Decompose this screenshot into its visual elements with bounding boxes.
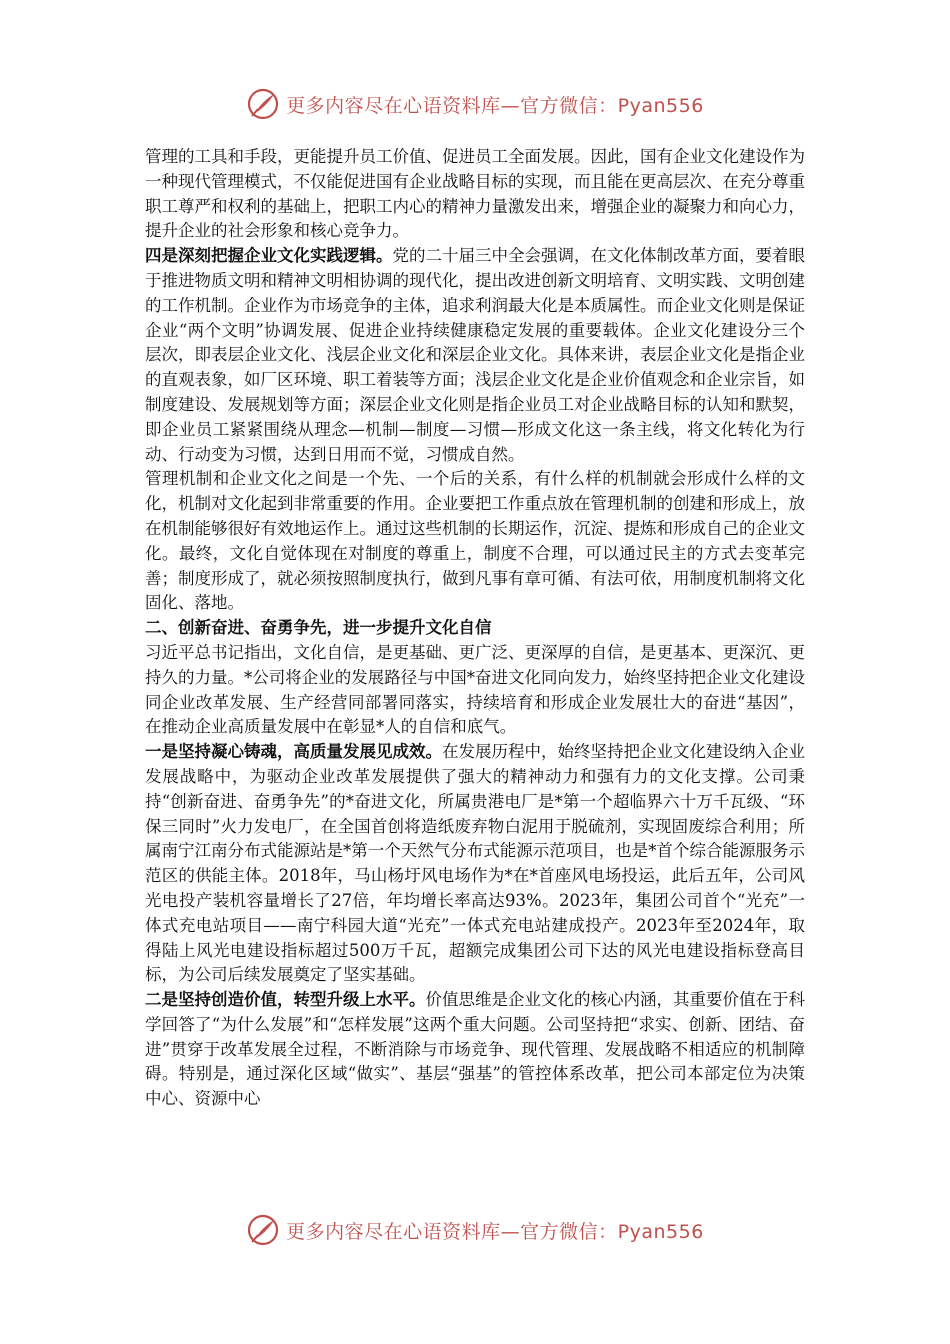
paragraph: 管理机制和企业文化之间是一个先、一个后的关系，有什么样的机制就会形成什么样的文化，机制对文化起到非常重要的作用。企业要把工作重点放在管理机制的创建和形成上，放在机制能够很好有效地运作上。通过这些机制的长期运作，沉淀、提炼和形成自己的企业文化。最终，文化自觉体现在对制度的尊重上，制度不合理，可以通过民主的方式去变革完善；制度形成了，就必须按照制度执行，做到凡事有章可循、有法可依，用制度机制将文化固化、落地。 <box>145 469 805 613</box>
quill-logo-icon <box>246 87 280 121</box>
paragraph-lead: 一是坚持凝心铸魂，高质量发展见成效。 <box>145 742 442 762</box>
paragraph-lead: 二是坚持创造价值，转型升级上水平。 <box>145 990 426 1010</box>
quill-logo-icon <box>246 1213 280 1247</box>
document-body <box>145 145 805 1112</box>
section-heading: 二、创新奋进、奋勇争先，进一步提升文化自信 <box>145 618 492 638</box>
watermark-text: 更多内容尽在心语资料库—官方微信：Pyan556 <box>286 1220 704 1243</box>
paragraph: 习近平总书记指出，文化自信，是更基础、更广泛、更深厚的自信，是更基本、更深沉、更持久的力量。*公司将企业的发展路径与中国*奋进文化同向发力，始终坚持把企业文化建设同企业改革发展、生产经营同部署同落实，持续培育和形成企业发展壮大的奋进“基因”，在推动企业高质量发展中在彰显*人的自信和底气。 <box>145 642 805 737</box>
watermark-text: 更多内容尽在心语资料库—官方微信：Pyan556 <box>286 94 704 117</box>
paragraph: 管理的工具和手段，更能提升员工价值、促进员工全面发展。因此，国有企业文化建设作为一种现代管理模式，不仅能促进国有企业战略目标的实现，而且能在更高层次、在充分尊重职工尊严和权利的基础上，把职工内心的精神力量激发出来，增强企业的凝聚力和向心力，提升企业的社会形象和核心竞争力。 <box>145 147 805 241</box>
paragraph-lead: 四是深刻把握企业文化实践逻辑。 <box>145 246 393 266</box>
paragraph: 四是深刻把握企业文化实践逻辑。党的二十届三中全会强调，在文化体制改革方面，要着眼于推进物质文明和精神文明相协调的现代化，提出改进创新文明培育、文明实践、文明创建的工作机制。企业作为市场竞争的主体，追求利润最大化是本质属性。而企业文化则是保证企业“两个文明”协调发展、促进企业持续健康稳定发展的重要载体。企业文化建设分三个层次，即表层企业文化、浅层企业文化和深层企业文化。具体来讲，表层企业文化是指企业的直观表象，如厂区环境、职工着装等方面；浅层企业文化是企业价值观念和企业宗旨，如制度建设、发展规划等方面；深层企业文化则是指企业员工对企业战略目标的认知和默契，即企业员工紧紧围绕从理念—机制—制度—习惯—形成文化这一条主线，将文化转化为行动、行动变为习惯，达到日用而不觉，习惯成自然。 <box>145 246 805 464</box>
paragraph: 二是坚持创造价值，转型升级上水平。价值思维是企业文化的核心内涵，其重要价值在于科学回答了“为什么发展”和“怎样发展”这两个重大问题。公司坚持把“求实、创新、团结、奋进”贯穿于改革发展全过程，不断消除与市场竞争、现代管理、发展战略不相适应的机制障碍。特别是，通过深化区域“做实”、基层“强基”的管控体系改革，把公司本部定位为决策中心、资源中心 <box>145 990 805 1109</box>
paragraph: 一是坚持凝心铸魂，高质量发展见成效。在发展历程中，始终坚持把企业文化建设纳入企业发展战略中，为驱动企业改革发展提供了强大的精神动力和强有力的文化支撑。公司秉持“创新奋进、奋勇争先”的*奋进文化，所属贵港电厂是*第一个超临界六十万千瓦级、“环保三同时”火力发电厂，在全国首创将造纸废弃物白泥用于脱硫剂，实现固废综合利用；所属南宁江南分布式能源站是*第一个天然气分布式能源示范项目，也是*首个综合能源服务示范区的供能主体。2018年，马山杨圩风电场作为*在*首座风电场投运，此后五年，公司风光电投产装机容量增长了27倍，年均增长率高达93%。2023年，集团公司首个“光充”一体式充电站项目——南宁科园大道“光充”一体式充电站建成投产。2023年至2024年，取得陆上风光电建设指标超过500万千瓦，超额完成集团公司下达的风光电建设指标登高目标，为公司后续发展奠定了坚实基础。 <box>145 742 805 985</box>
watermark-banner-bottom <box>0 1210 950 1250</box>
watermark-banner-top <box>0 84 950 124</box>
